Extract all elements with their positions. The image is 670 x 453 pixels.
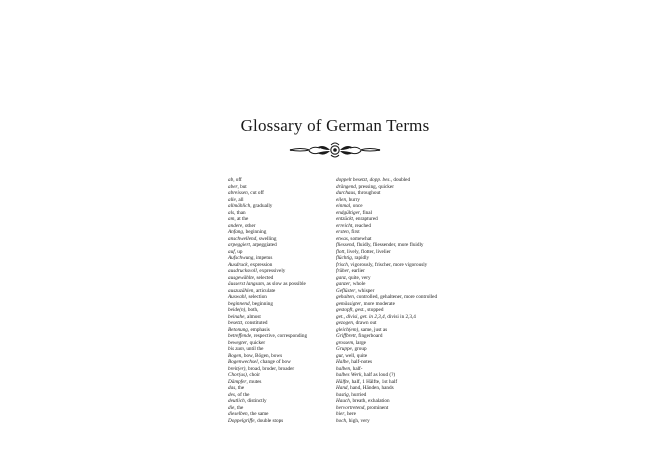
glossary-definition: , selection: [245, 294, 267, 300]
glossary-definition: , more moderate: [361, 300, 395, 307]
glossary-term: eilen: [336, 196, 347, 203]
glossary-definition: , other: [242, 222, 256, 229]
glossary-definition: , half-notes: [348, 359, 373, 365]
glossary-definition: , final: [359, 209, 373, 216]
glossary-term: Anfang: [228, 229, 243, 235]
glossary-entry: [336, 418, 437, 425]
glossary-definition: , off: [233, 177, 242, 183]
glossary-term: auszuzählen: [228, 287, 254, 294]
glossary-definition: , beginning: [249, 300, 273, 307]
glossary-definition: , up: [234, 248, 243, 255]
glossary-term: gezogen: [336, 320, 353, 326]
glossary-definition: , swelling: [256, 235, 277, 242]
glossary-definition: , broad, broder, broader: [245, 365, 295, 372]
glossary-definition: , stopped: [364, 307, 384, 313]
glossary-term: ausdrucksvoll: [228, 268, 257, 274]
glossary-definition: , high, very: [346, 417, 370, 424]
glossary-term: Hauch: [336, 398, 350, 404]
glossary-term: halben: [336, 365, 351, 372]
glossary-term: endgültiger: [336, 209, 360, 216]
glossary-definition: , but: [237, 183, 247, 190]
glossary-term: halbes Werk: [336, 372, 362, 378]
glossary-definition: , expression: [247, 261, 273, 268]
glossary-term: aber: [228, 183, 238, 190]
glossary-term: doppelt besetzt, dopp. bes.: [336, 177, 391, 183]
glossary-definition: , fluidly, fliessender, more fluidly: [354, 242, 424, 248]
glossary-term: ganz: [336, 274, 346, 281]
glossary-term: arpeggiert: [228, 242, 250, 248]
glossary-definition: , respective, corresponding: [251, 333, 308, 339]
glossary-term: Hälfte: [336, 378, 349, 385]
glossary-definition: , cut off: [247, 190, 264, 196]
glossary-definition: , vigorously, frischer, more vigorously: [347, 261, 428, 268]
glossary-definition: , selected: [253, 274, 274, 281]
glossary-definition: , mutes: [246, 378, 262, 385]
glossary-definition: , emphasis: [247, 326, 270, 333]
glossary-term: Doppelgriffe: [228, 417, 255, 424]
glossary-definition: , quite, very: [345, 274, 371, 281]
glossary-definition: , whole: [350, 281, 366, 287]
glossary-definition: , quicker: [247, 339, 266, 346]
glossary-definition: , hurry: [346, 196, 360, 203]
glossary-definition: , large: [353, 339, 366, 346]
glossary-term: beide(n): [228, 307, 246, 313]
glossary-term: ausgewählte: [228, 274, 254, 281]
glossary-term: einmal: [336, 203, 351, 209]
glossary-term: ganzer: [336, 281, 351, 287]
glossary-term: beginnend: [228, 300, 250, 307]
glossary-definition: , lively, flotter, livelier: [344, 248, 391, 255]
glossary-term: als: [228, 209, 235, 216]
glossary-definition: , impetus: [253, 255, 273, 261]
glossary-definition: , expressively: [256, 268, 286, 274]
glossary-term: anschwellend: [228, 235, 257, 242]
glossary-term: etwas: [336, 235, 348, 242]
glossary-term: gut: [336, 352, 343, 359]
glossary-definition: , almost: [244, 313, 261, 320]
glossary-term: bis zum: [228, 346, 244, 352]
glossary-term: hervortretend: [336, 404, 365, 411]
glossary-definition: , gradually: [250, 203, 273, 209]
glossary-definition: , here: [344, 411, 356, 417]
glossary-term: hier: [336, 411, 345, 417]
glossary-definition: , choir: [246, 372, 260, 378]
glossary-definition: , bow, Bögen, bows: [241, 352, 283, 359]
glossary-definition: , as slow as possible: [263, 281, 306, 287]
glossary-definition: , change of bow: [257, 359, 291, 365]
glossary-entry: [228, 418, 307, 425]
glossary-definition: , drawn out: [353, 320, 377, 326]
glossary-term: gehalten: [336, 294, 354, 300]
glossary-term: frisch: [336, 261, 348, 268]
glossary-definition: , until the: [243, 346, 264, 352]
glossary-term: des: [228, 391, 235, 398]
glossary-definition: , prominent: [364, 404, 389, 411]
glossary-term: Gruppe: [336, 346, 352, 352]
glossary-definition: , rapidly: [351, 255, 370, 261]
glossary-definition: , the same: [247, 411, 269, 417]
glossary-definition: , all: [235, 196, 244, 203]
glossary-term: Ausdruck: [228, 261, 248, 268]
glossary-term: allmählich: [228, 203, 251, 209]
glossary-right-column: [336, 177, 437, 424]
glossary-definition: , hurried: [348, 391, 367, 398]
glossary-term: Chor(us): [228, 372, 247, 378]
page-title: Glossary of German Terms: [240, 116, 430, 135]
glossary-definition: , breath, exhalation: [349, 398, 390, 404]
glossary-term: flott: [336, 248, 345, 255]
glossary-term: Aufschwung: [228, 255, 254, 261]
glossary-definition: , throughout: [355, 190, 381, 196]
glossary-term: hoch: [336, 417, 347, 424]
glossary-definition: , distinctly: [244, 398, 267, 404]
glossary-term: alle: [228, 196, 236, 203]
glossary-definition: , fingerboard: [355, 333, 383, 339]
glossary-term: erreicht: [336, 222, 353, 229]
glossary-term: durchaus: [336, 190, 356, 196]
glossary-term: früher: [336, 268, 349, 274]
glossary-definition: , pressing, quicker: [355, 183, 394, 190]
glossary-term: Halbe: [336, 359, 349, 365]
glossary-definition: , half as loud (?): [361, 372, 396, 378]
glossary-term: besetzt: [228, 320, 243, 326]
glossary-definition: , than: [234, 209, 246, 216]
glossary-term: gestopft, gest.: [336, 307, 365, 313]
glossary-term: ersten: [336, 229, 349, 235]
glossary-term: das: [228, 385, 236, 391]
glossary-definition: , group: [351, 346, 367, 352]
glossary-term: andere: [228, 222, 243, 229]
glossary-definition: , beginning: [243, 229, 267, 235]
glossary-definition: , well, quite: [342, 352, 368, 359]
glossary-term: Betonung: [228, 326, 248, 333]
glossary-term: deutlich: [228, 398, 245, 404]
glossary-term: entzückt: [336, 216, 353, 222]
glossary-term: Hand: [336, 385, 348, 391]
glossary-term: Dämpfer: [228, 378, 247, 385]
glossary-term: Bogenwechsel: [228, 359, 258, 365]
glossary-term: beinahe: [228, 313, 245, 320]
glossary-term: Auswahl: [228, 294, 246, 300]
glossary-definition: , of the: [234, 391, 250, 398]
glossary-definition: , reached: [352, 222, 371, 229]
glossary-definition: , hand, Händen, hands: [347, 385, 394, 391]
glossary-term: am: [228, 216, 235, 222]
glossary-definition: , the: [235, 385, 245, 391]
glossary-definition: , controlled, gehaltener, more controlled: [353, 294, 438, 300]
glossary-definition: , the: [234, 404, 244, 411]
glossary-definition: , first: [348, 229, 360, 235]
glossary-definition: , double stops: [254, 417, 284, 424]
glossary-term: abreissen: [228, 190, 248, 196]
glossary-left-column: [228, 177, 307, 424]
glossary-definition: , divisi in 2,3,4: [384, 313, 416, 320]
glossary-term: die: [228, 404, 235, 411]
glossary-definition: , articulate: [253, 287, 276, 294]
glossary-term: hastig: [336, 391, 349, 398]
decorative-flourish-ornament: [288, 138, 382, 162]
glossary-term: betreffende: [228, 333, 252, 339]
glossary-term: grossem: [336, 339, 354, 346]
glossary-term: Bogen: [228, 352, 242, 359]
glossary-term: ab: [228, 177, 234, 183]
glossary-definition: , enraptured: [353, 216, 378, 222]
glossary-definition: , once: [350, 203, 363, 209]
glossary-term: Griffbrett: [336, 333, 356, 339]
glossary-definition: , same, just as: [358, 326, 388, 333]
glossary-term: auf: [228, 248, 235, 255]
glossary-term: breit(er): [228, 365, 246, 372]
glossary-definition: , doubled: [390, 177, 411, 183]
glossary-definition: , half, 1 Hälfte, 1st half: [348, 378, 398, 385]
glossary-definition: , arpeggiated: [249, 242, 277, 248]
glossary-term: bewegter: [228, 339, 248, 346]
glossary-term: Geflüster: [336, 287, 356, 294]
glossary-term: gemässigter: [336, 300, 362, 307]
glossary-definition: , somewhat: [347, 235, 372, 242]
glossary-term: get., divisi, get. in 2,3,4: [336, 313, 385, 320]
glossary-term: fliessend: [336, 242, 355, 248]
glossary-definition: , constituted: [242, 320, 268, 326]
glossary-definition: , earlier: [348, 268, 365, 274]
glossary-term: flüchtig: [336, 255, 352, 261]
glossary-definition: , at the: [234, 216, 249, 222]
glossary-term: gleich(em): [336, 326, 359, 333]
glossary-term: äusserst langsam: [228, 281, 264, 287]
glossary-definition: , both,: [245, 307, 259, 313]
glossary-term: drängend: [336, 183, 356, 190]
glossary-term: dieselben: [228, 411, 248, 417]
glossary-definition: , whisper: [355, 287, 375, 294]
glossary-definition: , half-: [350, 365, 363, 372]
